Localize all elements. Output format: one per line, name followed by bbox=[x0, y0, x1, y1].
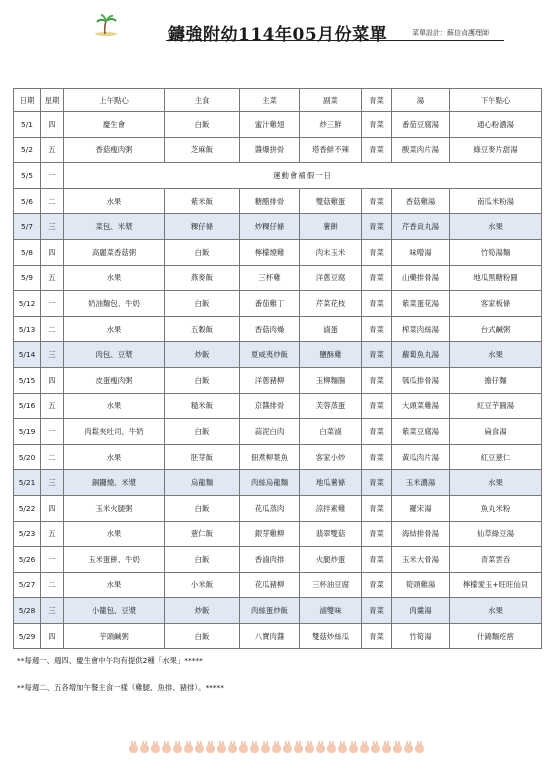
table-cell: 筍頭雞湯 bbox=[392, 572, 450, 598]
table-cell: 京醬排骨 bbox=[240, 393, 300, 419]
title-underline bbox=[166, 40, 504, 41]
table-cell: 皮蛋瘦肉粥 bbox=[64, 367, 165, 393]
table-cell: 烏龍麵 bbox=[165, 470, 240, 496]
table-cell: 5/9 bbox=[14, 265, 41, 291]
table-cell: 南瓜米粉湯 bbox=[450, 188, 542, 214]
table-cell: 香菇肉燥 bbox=[240, 316, 300, 342]
table-cell: 竹筍湯 bbox=[392, 623, 450, 649]
bunny-icon bbox=[162, 744, 171, 753]
table-row bbox=[14, 137, 542, 163]
table-cell: 粿仔條 bbox=[165, 214, 240, 240]
table-row bbox=[14, 291, 542, 317]
table-cell: 擔仔麵 bbox=[450, 367, 542, 393]
table-cell: 四 bbox=[41, 112, 64, 138]
table-cell: 薯餅 bbox=[300, 214, 362, 240]
table-cell: 洋蔥豆腐 bbox=[300, 265, 362, 291]
table-cell: 青菜 bbox=[362, 393, 392, 419]
table-cell: 八寶肉醬 bbox=[240, 623, 300, 649]
table-cell: 紫菜豆腐湯 bbox=[392, 419, 450, 445]
bunny-icon bbox=[184, 744, 193, 753]
table-row bbox=[14, 623, 542, 649]
table-cell: 青菜 bbox=[362, 521, 392, 547]
table-cell: 水果 bbox=[64, 444, 165, 470]
bunny-icon bbox=[217, 744, 226, 753]
bunny-icon bbox=[316, 744, 325, 753]
bunny-icon bbox=[404, 744, 413, 753]
table-cell: 5/5 bbox=[14, 163, 41, 189]
table-cell: 黃瓜肉片湯 bbox=[392, 444, 450, 470]
table-cell: 青菜 bbox=[362, 188, 392, 214]
table-cell: 番茄豆腐湯 bbox=[392, 112, 450, 138]
table-cell: 四 bbox=[41, 239, 64, 265]
page-header bbox=[0, 0, 550, 50]
table-cell: 肉鬆夾吐司、牛奶 bbox=[64, 419, 165, 445]
table-cell: 奶油麵包、牛奶 bbox=[64, 291, 165, 317]
bunny-icon bbox=[382, 744, 391, 753]
table-cell: 玉米濃湯 bbox=[392, 470, 450, 496]
table-cell: 台式鹹粥 bbox=[450, 316, 542, 342]
table-cell: 四 bbox=[41, 623, 64, 649]
table-cell: 一 bbox=[41, 547, 64, 573]
table-cell: 青菜 bbox=[362, 265, 392, 291]
bunny-icon bbox=[129, 744, 138, 753]
table-cell: 肉羹湯 bbox=[392, 598, 450, 624]
table-row bbox=[14, 163, 542, 189]
table-cell: 5/13 bbox=[14, 316, 41, 342]
bunny-icon bbox=[393, 744, 402, 753]
table-cell: 白飯 bbox=[165, 419, 240, 445]
table-cell: 5/28 bbox=[14, 598, 41, 624]
table-row bbox=[14, 444, 542, 470]
table-cell: 雙菇炒絲瓜 bbox=[300, 623, 362, 649]
table-cell: 青菜 bbox=[362, 598, 392, 624]
table-cell: 青菜 bbox=[362, 112, 392, 138]
column-header: 上午點心 bbox=[64, 89, 165, 112]
table-cell: 水果 bbox=[64, 316, 165, 342]
table-cell: 三杯油豆腐 bbox=[300, 572, 362, 598]
table-cell: 五穀飯 bbox=[165, 316, 240, 342]
table-cell: 銅鑼燒、米漿 bbox=[64, 470, 165, 496]
table-cell: 花瓜蒸肉 bbox=[240, 495, 300, 521]
bunny-icon bbox=[250, 744, 259, 753]
table-cell: 三 bbox=[41, 470, 64, 496]
table-cell: 山藥排骨湯 bbox=[392, 265, 450, 291]
table-cell: 三 bbox=[41, 342, 64, 368]
table-cell: 芙蓉蒸蛋 bbox=[300, 393, 362, 419]
bunny-icon bbox=[261, 744, 270, 753]
table-cell: 榨菜肉絲湯 bbox=[392, 316, 450, 342]
table-cell: 青菜 bbox=[362, 342, 392, 368]
bunny-icon bbox=[338, 744, 347, 753]
table-cell: 糖醋排骨 bbox=[240, 188, 300, 214]
table-cell: 檸檬燒雞 bbox=[240, 239, 300, 265]
bunny-icon bbox=[151, 744, 160, 753]
table-cell: 5/2 bbox=[14, 137, 41, 163]
menu-table bbox=[13, 88, 542, 649]
table-cell: 大頭菜雞湯 bbox=[392, 393, 450, 419]
table-cell: 玉米火腿粥 bbox=[64, 495, 165, 521]
table-cell: 青菜 bbox=[362, 572, 392, 598]
table-cell: 燕麥飯 bbox=[165, 265, 240, 291]
table-cell: 5/27 bbox=[14, 572, 41, 598]
table-cell: 水果 bbox=[64, 521, 165, 547]
table-row bbox=[14, 214, 542, 240]
table-cell: 銀芽雞柳 bbox=[240, 521, 300, 547]
bunny-icon bbox=[360, 744, 369, 753]
table-cell: 水果 bbox=[450, 214, 542, 240]
table-cell: 蘿蔔魚丸湯 bbox=[392, 342, 450, 368]
table-cell: 青菜 bbox=[362, 470, 392, 496]
table-cell: 四 bbox=[41, 367, 64, 393]
table-cell: 青菜 bbox=[362, 495, 392, 521]
table-cell: 翡翠雙菇 bbox=[300, 521, 362, 547]
table-row bbox=[14, 342, 542, 368]
bunny-icon bbox=[228, 744, 237, 753]
table-body bbox=[14, 112, 542, 649]
table-cell: 慶生會 bbox=[64, 112, 165, 138]
bunny-icon bbox=[371, 744, 380, 753]
table-cell: 雙菇雞蛋 bbox=[300, 188, 362, 214]
table-cell: 白飯 bbox=[165, 367, 240, 393]
table-cell: 5/21 bbox=[14, 470, 41, 496]
table-cell: 菜包、米漿 bbox=[64, 214, 165, 240]
table-cell: 醬爆拼骨 bbox=[240, 137, 300, 163]
table-cell: 5/8 bbox=[14, 239, 41, 265]
table-cell: 胚芽飯 bbox=[165, 444, 240, 470]
table-cell: 5/16 bbox=[14, 393, 41, 419]
table-cell: 水果 bbox=[64, 572, 165, 598]
bunny-icon bbox=[173, 744, 182, 753]
table-cell: 二 bbox=[41, 188, 64, 214]
table-cell: 五 bbox=[41, 265, 64, 291]
table-cell: 5/20 bbox=[14, 444, 41, 470]
table-cell: 芹菜花枝 bbox=[300, 291, 362, 317]
table-cell: 青菜 bbox=[362, 419, 392, 445]
table-row bbox=[14, 572, 542, 598]
table-cell: 青菜 bbox=[362, 316, 392, 342]
bunny-icon bbox=[195, 744, 204, 753]
table-cell: 5/15 bbox=[14, 367, 41, 393]
table-row bbox=[14, 419, 542, 445]
table-cell: 紫米飯 bbox=[165, 188, 240, 214]
bunny-icon bbox=[140, 744, 149, 753]
table-cell: 客家板條 bbox=[450, 291, 542, 317]
page-title: 鑄強附幼114年05月份菜單 bbox=[168, 25, 388, 45]
table-cell: 水果 bbox=[64, 393, 165, 419]
table-cell: 水果 bbox=[450, 470, 542, 496]
table-cell: 肉絲烏龍麵 bbox=[240, 470, 300, 496]
table-cell: 5/6 bbox=[14, 188, 41, 214]
table-cell: 魚丸米粉 bbox=[450, 495, 542, 521]
table-row bbox=[14, 495, 542, 521]
table-cell: 青菜 bbox=[362, 137, 392, 163]
table-cell: 青菜 bbox=[362, 547, 392, 573]
table-cell: 白飯 bbox=[165, 495, 240, 521]
notes-section bbox=[17, 654, 224, 708]
table-cell: 二 bbox=[41, 572, 64, 598]
bunny-icon bbox=[415, 744, 424, 753]
column-header: 主食 bbox=[165, 89, 240, 112]
table-cell: 扁食湯 bbox=[450, 419, 542, 445]
table-cell: 什錦麵疙瘩 bbox=[450, 623, 542, 649]
table-cell: 水果 bbox=[450, 342, 542, 368]
bunny-icon bbox=[327, 744, 336, 753]
table-cell: 水果 bbox=[64, 188, 165, 214]
table-row bbox=[14, 316, 542, 342]
table-cell: 滷雙味 bbox=[300, 598, 362, 624]
table-cell: 紫菜蛋花湯 bbox=[392, 291, 450, 317]
table-cell: 香滷肉排 bbox=[240, 547, 300, 573]
table-cell: 炒三鮮 bbox=[300, 112, 362, 138]
table-cell: 5/23 bbox=[14, 521, 41, 547]
table-cell: 炒粿仔條 bbox=[240, 214, 300, 240]
bunny-icon bbox=[206, 744, 215, 753]
table-cell: 玉柳麵腸 bbox=[300, 367, 362, 393]
table-cell: 一 bbox=[41, 163, 64, 189]
bunny-icon bbox=[294, 744, 303, 753]
table-cell: 肉絲蛋炒飯 bbox=[240, 598, 300, 624]
column-header: 青菜 bbox=[362, 89, 392, 112]
table-cell: 5/1 bbox=[14, 112, 41, 138]
table-cell: 香菇瘦肉粥 bbox=[64, 137, 165, 163]
table-cell: 5/14 bbox=[14, 342, 41, 368]
table-row bbox=[14, 470, 542, 496]
table-cell: 芝麻飯 bbox=[165, 137, 240, 163]
table-cell: 芹香貢丸湯 bbox=[392, 214, 450, 240]
table-cell: 四 bbox=[41, 495, 64, 521]
table-cell: 塔香鮮不辣 bbox=[300, 137, 362, 163]
table-cell: 地瓜薯條 bbox=[300, 470, 362, 496]
table-cell: 竹筍湯麵 bbox=[450, 239, 542, 265]
table-cell: 青菜 bbox=[362, 623, 392, 649]
table-cell: 水果 bbox=[450, 598, 542, 624]
table-cell: 白飯 bbox=[165, 547, 240, 573]
table-cell: 青菜 bbox=[362, 444, 392, 470]
table-cell: 洋蔥豬柳 bbox=[240, 367, 300, 393]
table-row bbox=[14, 547, 542, 573]
table-cell: 羅宋湯 bbox=[392, 495, 450, 521]
menu-designer: 菜單設計：蘇信貞護理師 bbox=[412, 29, 489, 37]
table-cell: 檸檬愛玉+旺旺仙貝 bbox=[450, 572, 542, 598]
table-cell: 小籠包、豆漿 bbox=[64, 598, 165, 624]
table-cell: 通心粉濃湯 bbox=[450, 112, 542, 138]
table-cell: 5/22 bbox=[14, 495, 41, 521]
table-cell: 鹽酥雞 bbox=[300, 342, 362, 368]
table-cell: 5/12 bbox=[14, 291, 41, 317]
table-cell: 蜜汁雞翅 bbox=[240, 112, 300, 138]
table-cell: 水果 bbox=[64, 265, 165, 291]
table-cell: 炒飯 bbox=[165, 598, 240, 624]
table-cell: 玉米蛋餅、牛奶 bbox=[64, 547, 165, 573]
table-cell: 火腿炒蛋 bbox=[300, 547, 362, 573]
table-cell: 芋頭鹹粥 bbox=[64, 623, 165, 649]
table-cell: 青菜 bbox=[362, 291, 392, 317]
bunny-icon bbox=[239, 744, 248, 753]
table-cell: 白菜滷 bbox=[300, 419, 362, 445]
table-cell: 綠豆麥片甜湯 bbox=[450, 137, 542, 163]
table-cell: 酸菜肉片湯 bbox=[392, 137, 450, 163]
table-cell: 蒜泥白肉 bbox=[240, 419, 300, 445]
table-row bbox=[14, 367, 542, 393]
footer-bunny-border bbox=[121, 744, 431, 756]
table-cell: 5/26 bbox=[14, 547, 41, 573]
table-cell: 香菇雞湯 bbox=[392, 188, 450, 214]
table-row bbox=[14, 265, 542, 291]
table-row bbox=[14, 598, 542, 624]
table-row bbox=[14, 188, 542, 214]
table-cell: 三 bbox=[41, 214, 64, 240]
table-cell: 三杯雞 bbox=[240, 265, 300, 291]
table-cell: 五 bbox=[41, 521, 64, 547]
table-cell: 仙草綠豆湯 bbox=[450, 521, 542, 547]
table-cell: 5/19 bbox=[14, 419, 41, 445]
table-cell: 肉包、豆漿 bbox=[64, 342, 165, 368]
table-cell: 青菜雲吞 bbox=[450, 547, 542, 573]
table-cell: 薏仁飯 bbox=[165, 521, 240, 547]
table-cell: 客家小炒 bbox=[300, 444, 362, 470]
bunny-icon bbox=[349, 744, 358, 753]
column-header: 下午點心 bbox=[450, 89, 542, 112]
bunny-icon bbox=[283, 744, 292, 753]
note-line: **每週二、五各增加午餐主食一樣（雞腿、魚排、豬排）。***** bbox=[17, 683, 224, 692]
table-cell: 滷蛋 bbox=[300, 316, 362, 342]
table-cell: 地瓜黑糖粉圓 bbox=[450, 265, 542, 291]
column-header: 副菜 bbox=[300, 89, 362, 112]
table-cell: 番茄雞丁 bbox=[240, 291, 300, 317]
table-cell: 高麗菜香菇粥 bbox=[64, 239, 165, 265]
table-row bbox=[14, 112, 542, 138]
table-cell: 紅豆芋圓湯 bbox=[450, 393, 542, 419]
table-cell: 五 bbox=[41, 137, 64, 163]
table-cell: 白飯 bbox=[165, 112, 240, 138]
event-cell: 運動會補假一日 bbox=[64, 163, 542, 189]
bunny-icon bbox=[305, 744, 314, 753]
column-header: 主菜 bbox=[240, 89, 300, 112]
table-cell: 味噌湯 bbox=[392, 239, 450, 265]
table-cell: 花瓜豬柳 bbox=[240, 572, 300, 598]
table-cell: 一 bbox=[41, 419, 64, 445]
table-cell: 五 bbox=[41, 393, 64, 419]
note-line: **每週一、週四、慶生會中午均有提供2種「水果」***** bbox=[17, 656, 203, 665]
palm-tree-icon bbox=[93, 14, 121, 36]
bunny-icon bbox=[272, 744, 281, 753]
table-cell: 小米飯 bbox=[165, 572, 240, 598]
table-cell: 一 bbox=[41, 291, 64, 317]
table-cell: 炒飯 bbox=[165, 342, 240, 368]
table-cell: 海結排骨湯 bbox=[392, 521, 450, 547]
table-row bbox=[14, 239, 542, 265]
table-cell: 紅豆薏仁 bbox=[450, 444, 542, 470]
table-cell: 白飯 bbox=[165, 291, 240, 317]
table-cell: 青菜 bbox=[362, 239, 392, 265]
table-cell: 二 bbox=[41, 444, 64, 470]
table-cell: 夏威夷炒飯 bbox=[240, 342, 300, 368]
table-cell: 瓠瓜排骨湯 bbox=[392, 367, 450, 393]
column-header: 星期 bbox=[41, 89, 64, 112]
table-cell: 青菜 bbox=[362, 214, 392, 240]
column-header: 日期 bbox=[14, 89, 41, 112]
table-row bbox=[14, 393, 542, 419]
table-cell: 肉末玉米 bbox=[300, 239, 362, 265]
table-cell: 青菜 bbox=[362, 367, 392, 393]
table-cell: 三 bbox=[41, 598, 64, 624]
table-cell: 白飯 bbox=[165, 239, 240, 265]
table-header-row bbox=[14, 89, 542, 112]
table-cell: 5/7 bbox=[14, 214, 41, 240]
column-header: 湯 bbox=[392, 89, 450, 112]
table-cell: 玉米大骨湯 bbox=[392, 547, 450, 573]
table-cell: 5/29 bbox=[14, 623, 41, 649]
table-cell: 二 bbox=[41, 316, 64, 342]
table-row bbox=[14, 521, 542, 547]
table-cell: 白飯 bbox=[165, 623, 240, 649]
table-cell: 佃煮柳葉魚 bbox=[240, 444, 300, 470]
table-cell: 糙米飯 bbox=[165, 393, 240, 419]
table-cell: 涼拌素雞 bbox=[300, 495, 362, 521]
